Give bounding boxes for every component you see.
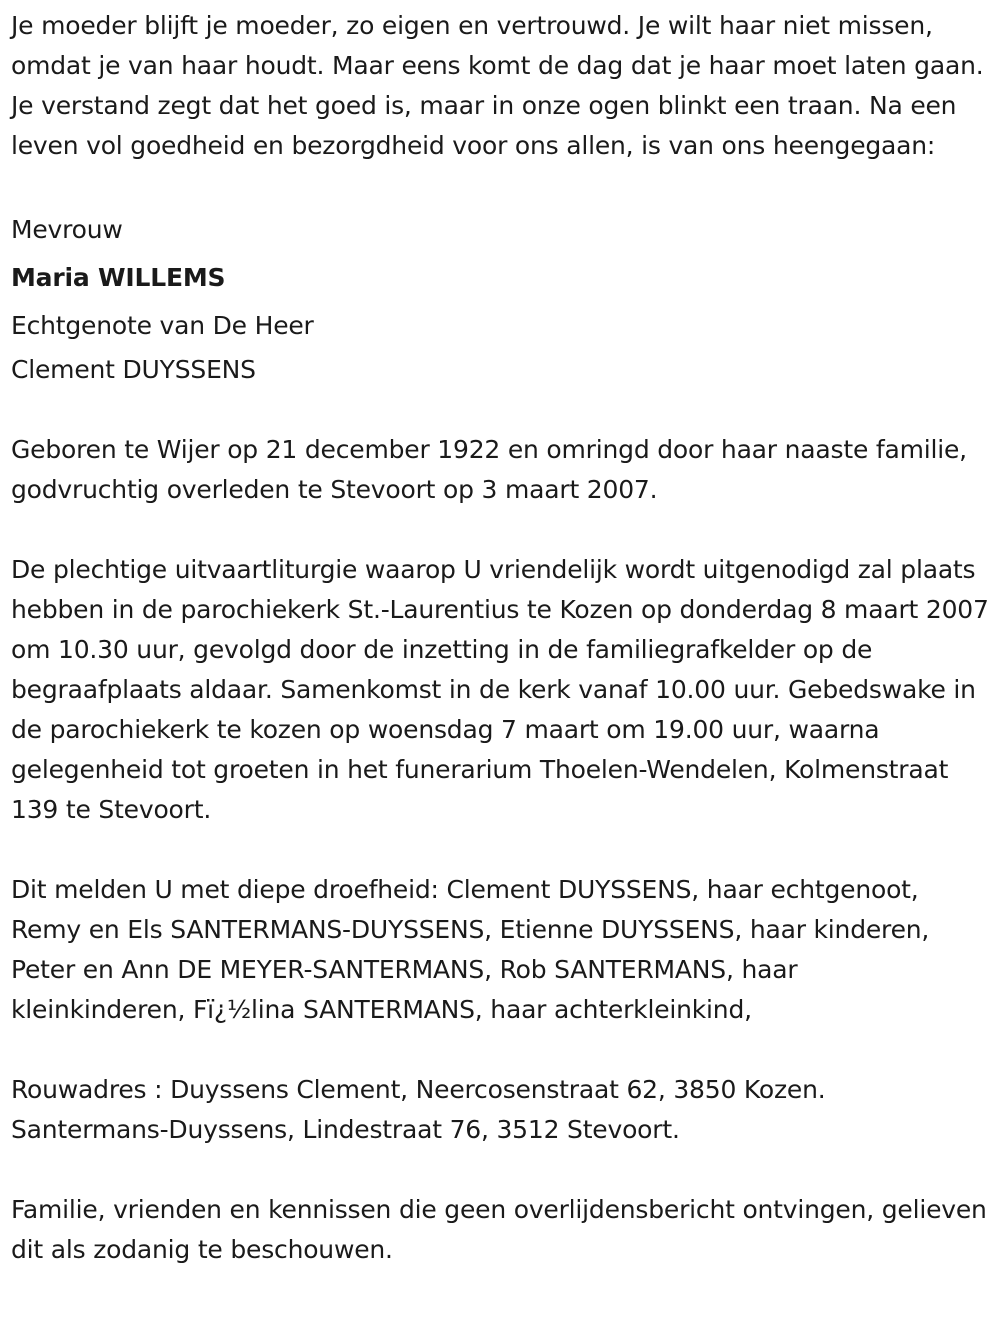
obituary-notice bbox=[11, 6, 996, 1270]
address-paragraph bbox=[11, 1070, 996, 1150]
intro-paragraph: Je moeder blijft je moeder, zo eigen en vertrouwd. Je wilt haar niet missen, omdat je van haar houdt. Maar eens komt de dag dat je haar moet laten gaan. Je verstand zegt dat het goed is, maar in onze ogen blinkt een traan. Na een leven vol goedheid en bezorgdheid voor ons allen, is van ons heengegaan: bbox=[11, 11, 984, 160]
funeral-paragraph: De plechtige uitvaartliturgie waarop U vriendelijk wordt uitgenodigd zal plaats hebben in de parochiekerk St.-Laurentius te Kozen op donderdag 8 maart 2007 om 10.30 uur, gevolgd door de inzetting in de familiegrafkelder op de begraafplaats aldaar. Samenkomst in de kerk vanaf 10.00 uur. Gebedswake in de parochiekerk te kozen op woensdag 7 maart om 19.00 uur, waarna gelegenheid tot groeten in het funerarium Thoelen-Wendelen, Kolmenstraat 139 te Stevoort. bbox=[11, 555, 989, 824]
spacer bbox=[11, 510, 996, 550]
closing-paragraph: Familie, vrienden en kennissen die geen overlijdensbericht ontvingen, gelieven dit als zodanig te beschouwen. bbox=[11, 1195, 987, 1264]
announcement-line: Remy en Els SANTERMANS-DUYSSENS, Etienne DUYSSENS, haar kinderen, bbox=[11, 915, 930, 944]
announcement-line: Peter en Ann DE MEYER-SANTERMANS, Rob SANTERMANS, haar bbox=[11, 955, 798, 984]
announcement-paragraph bbox=[11, 870, 996, 1030]
deceased-name: Maria WILLEMS bbox=[11, 263, 226, 292]
salutation: Mevrouw bbox=[11, 215, 123, 244]
spacer bbox=[11, 1030, 996, 1070]
announcement-line: kleinkinderen, Fï¿½lina SANTERMANS, haar achterkleinkind, bbox=[11, 995, 752, 1024]
spacer bbox=[11, 830, 996, 870]
spacer bbox=[11, 1150, 996, 1190]
address-line: Santermans-Duyssens, Lindestraat 76, 3512 Stevoort. bbox=[11, 1115, 680, 1144]
spacer bbox=[11, 166, 996, 206]
spacer bbox=[11, 390, 996, 430]
spouse-name: Clement DUYSSENS bbox=[11, 355, 256, 384]
announcement-line: Dit melden U met diepe droefheid: Clement DUYSSENS, haar echtgenoot, bbox=[11, 875, 919, 904]
spouse-relation: Echtgenote van De Heer bbox=[11, 311, 314, 340]
birth-death-paragraph: Geboren te Wijer op 21 december 1922 en omringd door haar naaste familie, godvruchtig overleden te Stevoort op 3 maart 2007. bbox=[11, 435, 967, 504]
address-line: Rouwadres : Duyssens Clement, Neercosenstraat 62, 3850 Kozen. bbox=[11, 1075, 826, 1104]
